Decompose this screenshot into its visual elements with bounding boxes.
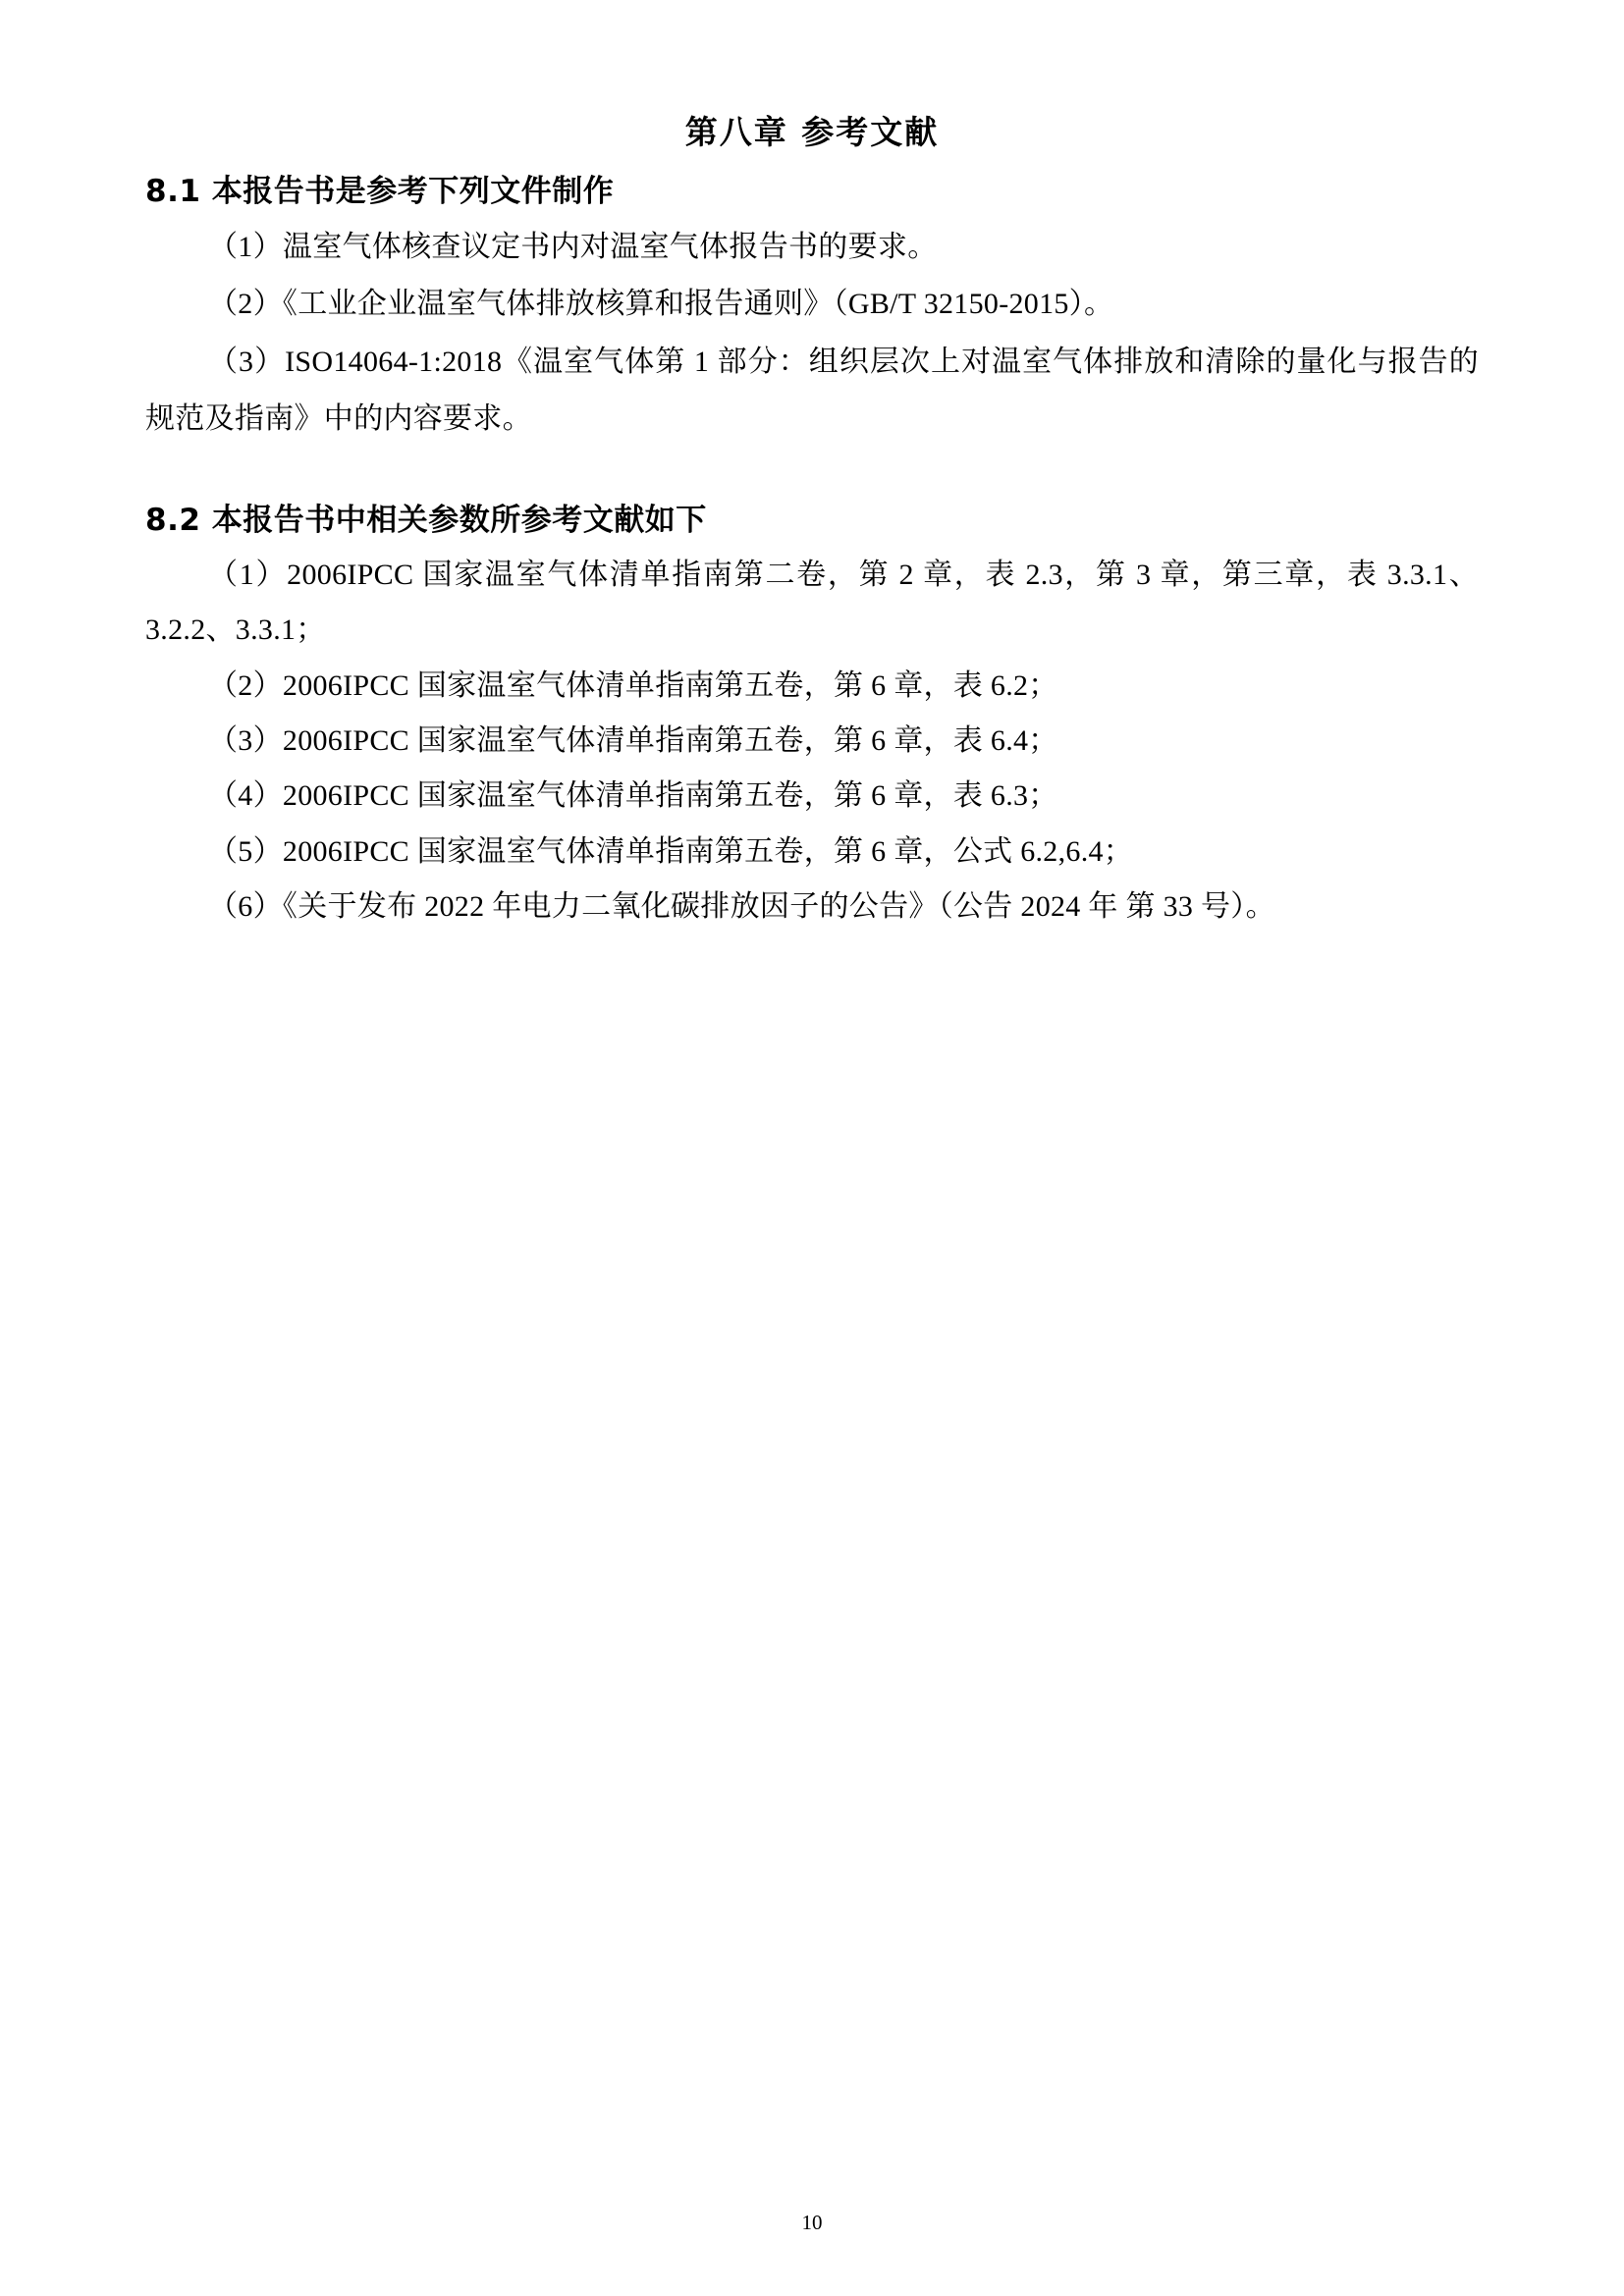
reference-item-8-2-5: （5）2006IPCC 国家温室气体清单指南第五卷，第 6 章，公式 6.2,6.4； [208, 834, 1134, 868]
section-heading-8-1: 8.1 本报告书是参考下列文件制作 [145, 173, 615, 209]
reference-item-8-2-1: （1）2006IPCC 国家温室气体清单指南第二卷，第 2 章，表 2.3，第 3 章，第三章，表 3.3.1、3.2.2、3.3.1； [145, 558, 1479, 647]
reference-item-8-1-2: （2）《工业企业温室气体排放核算和报告通则》（GB/T 32150-2015）。 [208, 288, 1114, 321]
reference-item-8-2-4: （4）2006IPCC 国家温室气体清单指南第五卷，第 6 章，表 6.3； [208, 779, 1058, 813]
reference-item-8-1-3: （3）ISO14064-1:2018《温室气体第 1 部分：组织层次上对温室气体排放和清除的量化与报告的规范及指南》中的内容要求。 [145, 345, 1479, 436]
reference-item-8-2-2: （2）2006IPCC 国家温室气体清单指南第五卷，第 6 章，表 6.2； [208, 668, 1058, 702]
reference-item-8-1-1: （1）温室气体核查议定书内对温室气体报告书的要求。 [208, 230, 938, 263]
page-title: 第八章 参考文献 [684, 113, 940, 151]
reference-item-8-2-6: （6）《关于发布 2022 年电力二氧化碳排放因子的公告》（公告 2024 年 第 33 号）。 [208, 890, 1275, 924]
section-heading-8-2: 8.2 本报告书中相关参数所参考文献如下 [145, 502, 707, 538]
reference-item-8-2-3: （3）2006IPCC 国家温室气体清单指南第五卷，第 6 章，表 6.4； [208, 723, 1058, 757]
page-number: 10 [801, 2211, 823, 2234]
